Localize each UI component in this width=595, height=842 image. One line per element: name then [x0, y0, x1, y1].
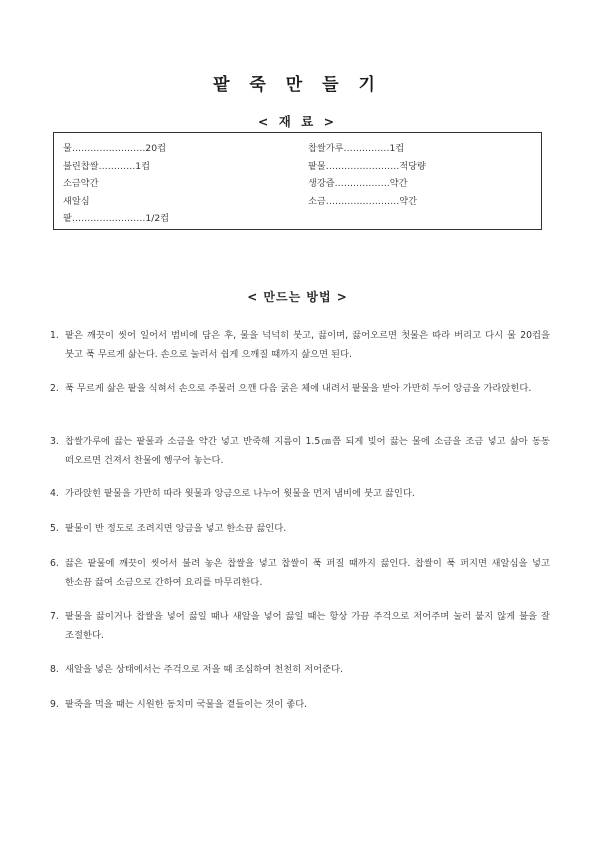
step-item: 7. 팥물을 끓이거나 찹쌀을 넣어 끓일 때나 새알을 넣어 끓일 때는 항상 가끔 주걱으로 저어주며 눌러 붙지 않게 불을 잘 조절한다.	[50, 611, 550, 641]
ingredients-box	[53, 132, 542, 230]
ingredient-item: 불린찹쌀…………1컵	[63, 160, 150, 172]
ingredient-item: 소금약간	[63, 178, 99, 189]
ingredient-item: 물……………………20컵	[63, 143, 166, 154]
step-item: 8. 새알을 넣은 상태에서는 주걱으로 저을 때 조심하여 천천히 저어준다.	[50, 664, 344, 675]
step-item: 1. 팥은 깨끗이 씻어 일어서 범비에 담은 후, 물을 넉넉히 붓고, 끓이며, 끓어오르면 첫물은 따라 버리고 다시 물 20컵을 붓고 푹 무르게 삶는다. 손으로 눌러서 쉽게 으깨질 때까지 삶으면 된다.	[50, 330, 550, 360]
ingredients-right-column	[308, 140, 426, 210]
ingredient-item: 찹쌀가루……………1컵	[308, 143, 405, 154]
ingredients-heading: < 재 료 >	[257, 114, 338, 129]
ingredient-item: 새알심	[63, 195, 90, 207]
ingredients-left-column	[63, 140, 169, 228]
step-item: 3. 찹쌀가루에 끓는 팥물과 소금을 약간 넣고 반죽해 지름이 1.5㎝쯤 되게 빚어 끓는 물에 소금을 조금 넣고 삶아 동동 떠오르면 건져서 찬물에 헹구어 놓는다.	[50, 436, 550, 466]
step-item: 6. 끓은 팥물에 깨끗이 씻어서 불려 놓은 찹쌀을 넣고 찹쌀이 푹 퍼질 때까지 끓인다. 찹쌀이 푹 퍼지면 새알심을 넣고 한소끔 끓여 소금으로 간하여 요리를 마무리한다.	[50, 558, 550, 588]
step-item: 4. 가라앉힌 팥물을 가만히 따라 윗물과 앙금으로 나누어 윗물을 먼저 냄비에 붓고 끓인다.	[50, 488, 415, 499]
step-item: 2. 푹 무르게 삶은 팥을 식혀서 손으로 주물러 으깬 다음 굵은 체에 내려서 팥물을 받아 가만히 두어 앙금을 가라앉힌다.	[50, 383, 532, 394]
method-heading: < 만드는 방법 >	[247, 290, 348, 304]
ingredient-item: 생강즙………………약간	[308, 178, 408, 189]
ingredient-item: 소금……………………약간	[308, 195, 418, 207]
step-item: 5. 팥물이 반 정도로 조려지면 앙금을 넣고 한소끔 끓인다.	[50, 523, 287, 534]
ingredient-item: 팥……………………1/2컵	[63, 213, 170, 224]
step-item: 9. 팥죽을 먹을 때는 시원한 동치미 국물을 곁들이는 것이 좋다.	[50, 699, 308, 710]
page-title: 팥 죽 만 들 기	[213, 75, 382, 95]
ingredient-item: 팥물……………………적당량	[308, 160, 426, 172]
